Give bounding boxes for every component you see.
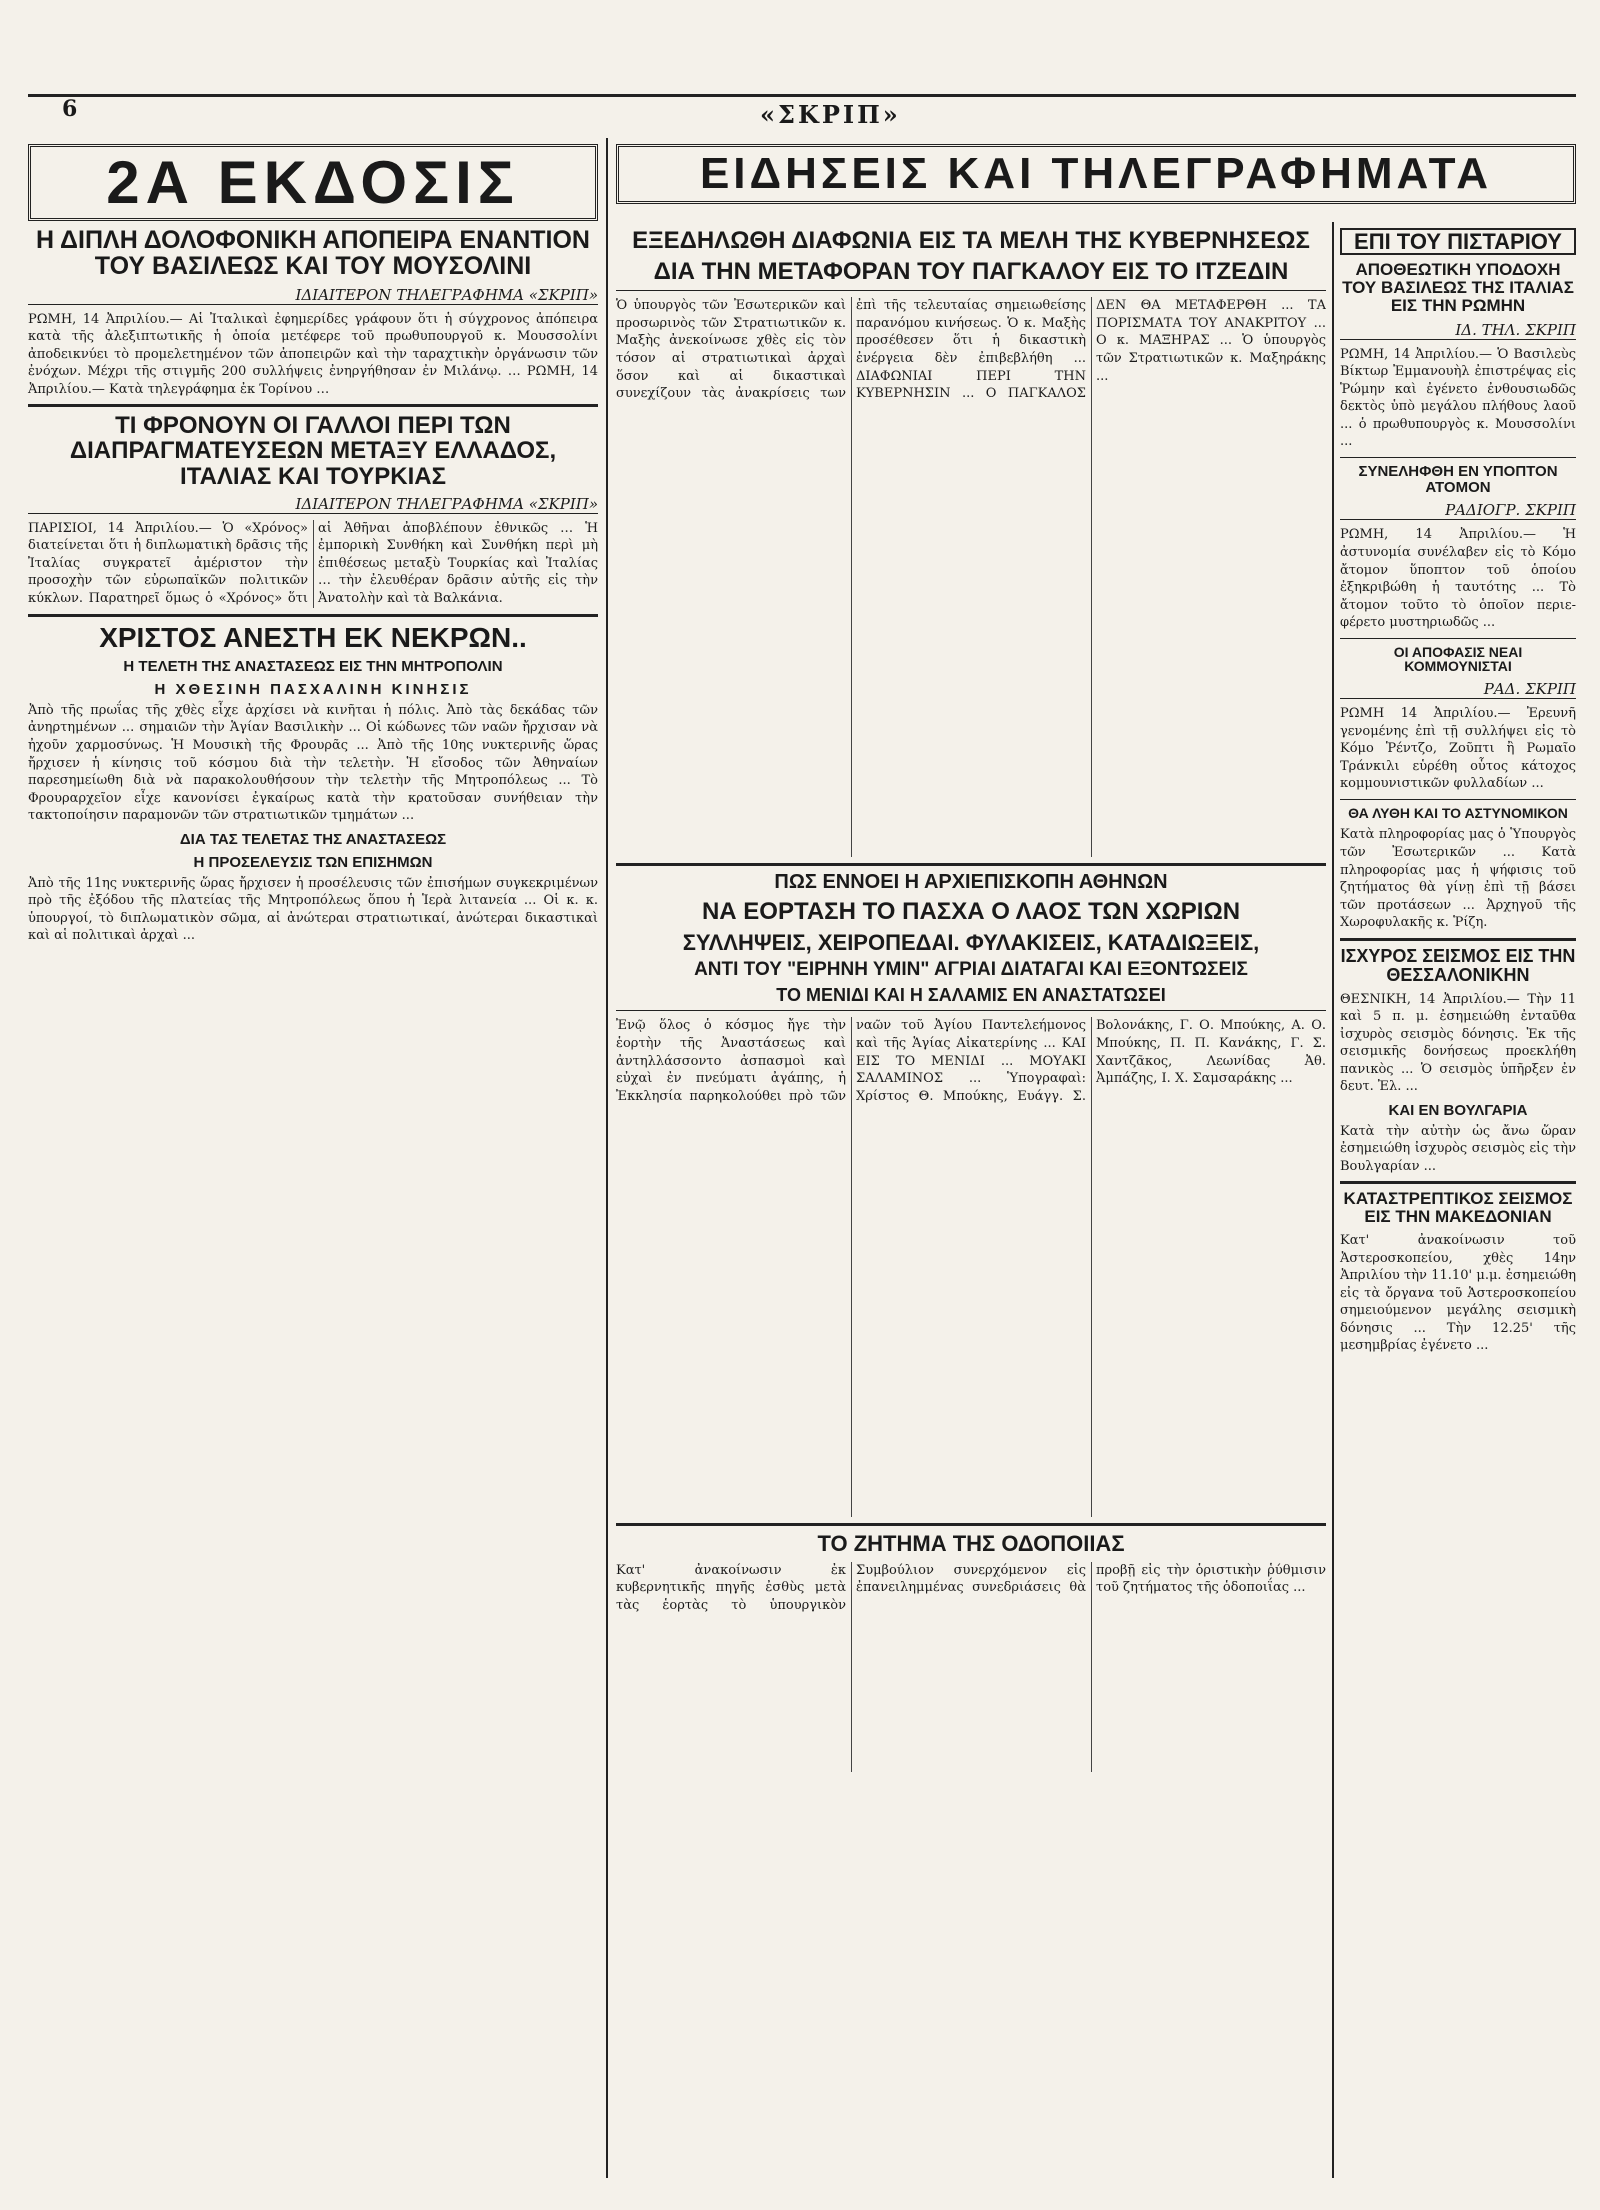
headline-royal-reception: ΑΠΟΘΕΩΤΙΚΗ ΥΠΟΔΟΧΗ ΤΟΥ ΒΑΣΙΛΕΩΣ ΤΗΣ ΙΤΑΛΙΑΣ ΕΙΣ ΤΗΝ ΡΩΜΗΝ <box>1342 260 1574 315</box>
headline-orders: ΑΝΤΙ ΤΟΥ "ΕΙΡΗΝΗ ΥΜΙΝ" ΑΓΡΙΑΙ ΔΙΑΤΑΓΑΙ ΚΑΙ ΕΞΟΝΤΩΣΕΙΣ <box>694 958 1248 980</box>
divider <box>1340 1181 1576 1184</box>
divider <box>1340 938 1576 941</box>
headline-easter: ΧΡΙΣΤΟΣ ΑΝΕΣΤΗ ΕΚ ΝΕΚΡΩΝ.. <box>99 621 527 653</box>
section-banner-wrap <box>616 138 1576 210</box>
newspaper-page <box>28 90 1576 2180</box>
byline: ΙΔΙΑΙΤΕΡΟΝ ΤΗΛΕΓΡΑΦΗΜΑ «ΣΚΡΙΠ» <box>28 495 598 514</box>
headline-communists: ΟΙ ΑΠΟΦΑΣΙΣ ΝΕΑΙ ΚΟΜΜΟΥΝΙΣΤΑΙ <box>1393 643 1523 675</box>
divider <box>616 1010 1326 1011</box>
article-body: Ἐνῷ ὅλος ὁ κόσμος ἤγε τὴν ἑορτὴν τῆς Ἀναστάσεως καὶ ἀντηλλάσσοντο ἀσπασμοὶ καὶ εὐχαὶ ἐν πνεύματι ἀγάπης, ἡ Ἐκκλησία παρηκολούθει πρὸ τῶν ναῶν τοῦ Ἀγίου Παντελεήμονος καὶ τῆς Ἁγίας Αἰκατερίνης ... ΚΑΙ ΕΙΣ ΤΟ ΜΕΝΙΔΙ ... ΜΟΥΑΚΙ ΣΑΛΑΜΙΝΟΣ ... Ὑπογραφαὶ: Χρίστος Θ. Μπούκης, Ευάγγ. Σ. Βολονάκης, Γ. Ο. Μπούκης, Α. Ο. Μπούκης, Π. Π. Κανάκης, Γ. Σ. Χαντζᾶκος, Λεωνίδας Ἀθ. Ἀμπάζης, Ι. Χ. Σαμσαράκης ... <box>616 1018 1326 1104</box>
divider <box>616 863 1326 866</box>
section-banner: ΕΙΔΗΣΕΙΣ ΚΑΙ ΤΗΛΕΓΡΑΦΗΜΑΤΑ <box>616 144 1576 204</box>
subheadline: Η ΧΘΕΣΙΝΗ ΠΑΣΧΑΛΙΝΗ ΚΙΝΗΣΙΣ <box>154 680 472 698</box>
divider <box>616 290 1326 291</box>
divider <box>28 404 598 407</box>
article-body: Ἀπὸ τῆς πρωΐας τῆς χθὲς εἶχε ἀρχίσει νὰ κινῆται ἡ πόλις. Ἀπὸ τὰς δεκάδας τῶν ἀνηρτημένων ... σημαιῶν τὴν Ἁγίαν Βασιλικὴν ... Οἱ κώδωνες τῶν ναῶν ἤρχισαν νὰ ἠχοῦν χαρμοσύνως. Ἡ Μουσικὴ τῆς Φρουρᾶς ... Ἀπὸ τῆς 10ης νυκτερινῆς ὥρας ἤρχισεν ἡ κίνησις τοῦ κόσμου διὰ τὴν τελετὴν. Ἡ εἴσοδος τῶν Ἀθηναίων παρεσημείωθη διὰ νὰ παρακολουθήσουν τὴν τελετὴν τῆς Μητροπόλεως ... Τὸ Φρουραρχεῖον εἶχε κανονίσει ἐγκαίρως κατὰ τὴν κρατοῦσαν συνήθειαν τὴν τακτοποίησιν παραμονῶν τῶν στρατιωτικῶν τμημάτων ... <box>28 702 598 824</box>
byline: ΡΑΔΙΟΓΡ. ΣΚΡΙΠ <box>1340 501 1576 520</box>
headline-assassination: Η ΔΙΠΛΗ ΔΟΛΟΦΟΝΙΚΗ ΑΠΟΠΕΙΡΑ ΕΝΑΝΤΙΟΝ ΤΟΥ ΒΑΣΙΛΕΩΣ ΚΑΙ ΤΟΥ ΜΟΥΣΟΛΙΝΙ <box>35 226 590 281</box>
column-rule <box>606 138 608 2178</box>
headline-earthquake-macedonia: ΚΑΤΑΣΤΡΕΠΤΙΚΟΣ ΣΕΙΣΜΟΣ ΕΙΣ ΤΗΝ ΜΑΚΕΔΟΝΙΑΝ <box>1343 1189 1573 1227</box>
left-column <box>28 138 598 951</box>
headline-villages: ΝΑ ΕΟΡΤΑΣΗ ΤΟ ΠΑΣΧΑ Ο ΛΑΟΣ ΤΩΝ ΧΩΡΙΩΝ <box>701 898 1241 926</box>
headline-pistario: ΕΠΙ ΤΟΥ ΠΙΣΤΑΡΙΟΥ <box>1340 228 1576 255</box>
divider <box>616 1523 1326 1526</box>
headline-earthquake-thessaloniki: ΙΣΧΥΡΟΣ ΣΕΙΣΜΟΣ ΕΙΣ ΤΗΝ ΘΕΣΣΑΛΟΝΙΚΗΝ <box>1340 945 1576 985</box>
headline-disagreement: ΕΞΕΔΗΛΩΘΗ ΔΙΑΦΩΝΙΑ ΕΙΣ ΤΑ ΜΕΛΗ ΤΗΣ ΚΥΒΕΡΝΗΣΕΩΣ <box>632 227 1310 254</box>
article-body: Κατὰ πληροφορίας μας ὁ Ὑπουργὸς τῶν Ἐσωτερικῶν ... Κατὰ πληροφορίας μας ἡ ψήφισις τοῦ ζητήματος θὰ γίνῃ ἐπὶ τῇ βάσει τῶν προτάσεων ... Ἀρχηγοῦ τῆς Χωροφυλακῆς κ. Ῥίζη. <box>1340 827 1576 931</box>
divider <box>28 614 598 617</box>
article-body: Κατ' ἀνακοίνωσιν ἐκ κυβερνητικῆς πηγῆς ἐσθὺς μετὰ τὰς ἑορτὰς τὸ ὑπουργικὸν Συμβούλιον συνερχόμενον εἰς ἐπανειλημμένας συνεδριάσεις θὰ προβῇ εἰς τὴν ὁριστικὴν ῥύθμισιν τοῦ ζητήματος τῆς ὁδοποιΐας ... <box>616 1562 1326 1613</box>
page-number: 6 <box>62 96 78 122</box>
article-body: ΠΑΡΙΣΙΟΙ, 14 Ἀπριλίου.— Ὁ «Χρόνος» διατείνεται ὅτι ἡ διπλωματικὴ δρᾶσις τῆς Ἰταλίας συγκρατεῖ ἀμέριστον τὴν προσοχὴν τῶν εὐρωπαϊκῶν πολιτικῶν κύκλων. Παρατηρεῖ ὅμως ὁ «Χρόνος» ὅτι αἱ Ἀθῆναι ἀποβλέπουν ἐθνικῶς … Ἡ ἐμπορικὴ Συνθήκη καὶ Συνθήκη περὶ μὴ ἐπιθέσεως μεταξὺ Τουρκίας καὶ Ἰταλίας … τὴν ἐλευθέραν δρᾶσιν αὐτῆς εἰς τὴν Ἀνατολὴν καὶ τὰ Βαλκάνια. <box>28 520 598 606</box>
headline-archbishopric: ΠΩΣ ΕΝΝΟΕΙ Η ΑΡΧΙΕΠΙΣΚΟΠΗ ΑΘΗΝΩΝ <box>774 871 1168 894</box>
headline-police: ΘΑ ΛΥΘΗ ΚΑΙ ΤΟ ΑΣΤΥΝΟΜΙΚΟΝ <box>1348 804 1568 821</box>
article-body: Κατ' ἀνακοίνωσιν τοῦ Ἀστεροσκοπείου, χθὲς 14ην Ἀπριλίου τὴν 11.10' μ.μ. ἐσημειώθη εἰς τὰ ὄργανα τοῦ Ἀστεροσκοπείου σημειούμενον μεγάλης σεισμικὴ δόνησις ... Τὴν 12.25' τῆς μεσημβρίας ἐγένετο ... <box>1340 1233 1576 1354</box>
divider <box>1340 457 1576 458</box>
article-body: ΡΩΜΗ 14 Ἀπριλίου.— Ἐρευνῆ γενομένης ἐπὶ τῇ συλλήψει εἰς τὸ Κόμο Ῥέντζο, Ζοῦπτι ἢ Ρωμαῖο Τράνκιλι εὑρέθη οὗτος κάτοχος κομμουνιστικῶν φυλλαδίων ... <box>1340 706 1576 792</box>
headline-roads: ΤΟ ΖΗΤΗΜΑ ΤΗΣ ΟΔΟΠΟΙΙΑΣ <box>817 1531 1125 1557</box>
right-column <box>1340 222 1576 1361</box>
subheadline: ΔΙΑ ΤΑΣ ΤΕΛΕΤΑΣ ΤΗΣ ΑΝΑΣΤΑΣΕΩΣ <box>179 830 447 848</box>
article-body: Κατὰ τὴν αὐτὴν ὡς ἄνω ὥραν ἐσημειώθη ἰσχυρὸς σεισμὸς εἰς τὴν Βουλγαρίαν ... <box>1340 1123 1576 1174</box>
article-body: ΡΩΜΗ, 14 Ἀπριλίου.— Αἱ Ἰταλικαὶ ἐφημερίδες γράφουν ὅτι ἡ σύγχρονος ἀπόπειρα κατὰ τῆς ἀλεξιπτωτικῆς ἡ ὁποία μετέφερε τοῦ πρωθυπουργοῦ κ. Μουσσολίνι ἀποδεικνύει τὸ προμελετημένον τῶν ἀποπειρῶν καὶ τὴν ταραχτικὴν ὀργάνωσιν τῶν ἐνόχων. Μέχρι τῆς στιγμῆς 200 συλλήψεις ἐνηργήθησαν ἐν Μιλάνῳ. … ΡΩΜΗ, 14 Ἀπριλίου.— Κατὰ τηλεγράφημα ἐκ Τορίνου … <box>28 311 598 397</box>
subheadline: Η ΤΕΛΕΤΗ ΤΗΣ ΑΝΑΣΤΑΣΕΩΣ ΕΙΣ ΤΗΝ ΜΗΤΡΟΠΟΛΙΝ <box>123 657 503 675</box>
article-body: Ὁ ὑπουργὸς τῶν Ἐσωτερικῶν καὶ προσωρινὸς τῶν Στρατιωτικῶν κ. Μαξὴς ἀνεκοίνωσε χθὲς εἰς τὸν τόσον αἱ στρατιωτικαὶ ἀρχαὶ ὅσον καὶ αἱ δικαστικαὶ συνεχίζουν τὰς ἀνακρίσεις των ἐπὶ τῆς τελευταίας σημειωθείσης παρανόμου κινήσεως. Ὁ κ. Μαξὴς προσέθεσεν ὅτι ἡ δικαστικὴ ἐνέργεια δὲν ἐπιβεβλήθη ... ΔΙΑΦΩΝΙΑΙ ΠΕΡΙ ΤΗΝ ΚΥΒΕΡΝΗΣΙΝ ... Ο ΠΑΓΚΑΛΟΣ ΔΕΝ ΘΑ ΜΕΤΑΦΕΡΘΗ ... ΤΑ ΠΟΡΙΣΜΑΤΑ ΤΟΥ ΑΝΑΚΡΙΤΟΥ ... Ο κ. ΜΑΞΗΡΑΣ ... Ὁ ὑπουργὸς τῶν Στρατιωτικῶν κ. Μαξηράκης ... <box>616 298 1326 402</box>
subheadline: ΚΑΙ ΕΝ ΒΟΥΛΓΑΡΙΑ <box>1388 1101 1528 1119</box>
edition-banner: 2Α ΕΚΔΟΣΙΣ <box>28 144 598 221</box>
byline: ΙΔΙΑΙΤΕΡΟΝ ΤΗΛΕΓΡΑΦΗΜΑ «ΣΚΡΙΠ» <box>28 286 598 305</box>
middle-column <box>616 222 1326 1778</box>
subheadline: Η ΠΡΟΣΕΛΕΥΣΙΣ ΤΩΝ ΕΠΙΣΗΜΩΝ <box>193 853 433 871</box>
divider <box>1340 638 1576 639</box>
masthead: «ΣΚΡΙΠ» <box>760 100 901 129</box>
article-body: ΘΕΣΝΙΚΗ, 14 Ἀπριλίου.— Τὴν 11 καὶ 5 π. μ. ἐσημειώθη ἐνταῦθα ἰσχυρὸς σεισμὸς δόνησις. Ἐκ τῆς σεισμικῆς δονήσεως προεκλήθη πανικὸς ... Ὁ σεισμὸς ὑπῆρξεν ἐν δευτ. Ἐλ. ... <box>1340 991 1576 1095</box>
article-body: ΡΩΜΗ, 14 Ἀπριλίου.— Ἡ ἀστυνομία συνέλαβεν εἰς τὸ Κόμο ἄτομον ὕποπτον τοῦ ὁποίου ἐξηκριβώθη ἡ ταυτότης ... Τὸ ἄτομον τοῦτο τὸ ὁποῖον περιεφέρετο μυστηριωδῶς ... <box>1340 527 1576 631</box>
column-rule <box>1332 222 1334 2178</box>
headline-menidi: ΤΟ ΜΕΝΙΔΙ ΚΑΙ Η ΣΑΛΑΜΙΣ ΕΝ ΑΝΑΣΤΑΤΩΣΕΙ <box>776 984 1166 1005</box>
byline: ΙΔ. ΤΗΛ. ΣΚΡΙΠ <box>1340 321 1576 340</box>
byline: ΡΑΔ. ΣΚΡΙΠ <box>1340 680 1576 699</box>
headline-arrests: ΣΥΛΛΗΨΕΙΣ, ΧΕΙΡΟΠΕΔΑΙ. ΦΥΛΑΚΙΣΕΙΣ, ΚΑΤΑΔΙΩΞΕΙΣ, <box>682 929 1260 955</box>
headline-suspect: ΣΥΝΕΛΗΦΘΗ ΕΝ ΥΠΟΠΤΟΝ ΑΤΟΜΟΝ <box>1358 462 1558 496</box>
divider <box>1340 799 1576 800</box>
headline-negotiations: ΤΙ ΦΡΟΝΟΥΝ ΟΙ ΓΑΛΛΟΙ ΠΕΡΙ ΤΩΝ ΔΙΑΠΡΑΓΜΑΤΕΥΣΕΩΝ ΜΕΤΑΞΥ ΕΛΛΑΔΟΣ, ΙΤΑΛΙΑΣ ΚΑΙ ΤΟΥΡΚΙΑΣ <box>69 412 557 490</box>
article-body: Ἀπὸ τῆς 11ης νυκτερινῆς ὥρας ἤρχισεν ἡ προσέλευσις τῶν ἐπισήμων συγκεκριμένων πρὸ τῆς ἐξόδου τῆς πλατείας τῆς Μητροπόλεως ὅπου ἡ Ἱερὰ λιτανεία ... Οἱ κ. κ. ὑπουργοί, τὸ διπλωματικὸν σῶμα, αἱ ἀνώτεραι στρατιωτικαί, ἀνώτεραι δικαστικαὶ καὶ αἱ πολιτικαὶ ἀρχαὶ ... <box>28 875 598 944</box>
article-body: ΡΩΜΗ, 14 Ἀπριλίου.— Ὁ Βασιλεὺς Βίκτωρ Ἐμμανουὴλ ἐπιστρέψας εἰς Ῥώμην καὶ ἐγένετο ἐνθουσιωδῶς δεκτὸς ὑπὸ μεγάλου πλήθους λαοῦ ... ὁ πρωθυπουργὸς κ. Μουσσολίνι ... <box>1340 346 1576 450</box>
headline-pangalos: ΔΙΑ ΤΗΝ ΜΕΤΑΦΟΡΑΝ ΤΟΥ ΠΑΓΚΑΛΟΥ ΕΙΣ ΤΟ ΙΤΖΕΔΙΝ <box>653 258 1289 286</box>
